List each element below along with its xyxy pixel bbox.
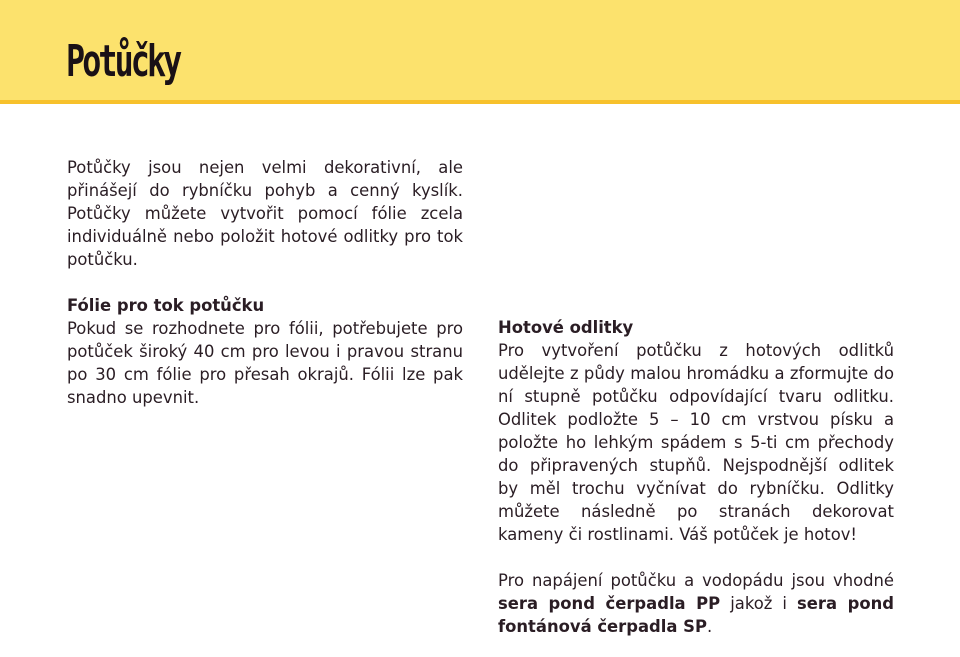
pump-text-end: . <box>706 617 713 636</box>
foil-text: Pokud se rozhodnete pro fólii, potřebujete pro potůček široký 40 cm pro levou i pravou stranu po 30 cm fólie pro přesah okrajů. Fólii lze pak snadno upevnit. <box>67 319 463 407</box>
casts-section <box>498 316 894 546</box>
page-title: Potůčky <box>66 36 180 87</box>
foil-section <box>67 294 463 409</box>
left-column <box>67 156 463 409</box>
intro-paragraph: Potůčky jsou nejen velmi dekorativní, ale přinášejí do rybníčku pohyb a cenný kyslík. Potůčky můžete vytvořit pomocí fólie zcela individuálně nebo položit hotové odlitky pro tok potůčku. <box>67 158 463 269</box>
pump-product-pp: sera pond čerpadla PP <box>498 594 721 613</box>
pump-text-mid: jakož i <box>720 594 798 613</box>
header-underline <box>0 100 960 104</box>
pump-paragraph <box>498 569 894 638</box>
right-column <box>498 316 894 638</box>
casts-heading: Hotové odlitky <box>498 318 634 337</box>
pump-text-intro: Pro napájení potůčku a vodopádu jsou vhodné <box>498 571 894 590</box>
casts-text: Pro vytvoření potůčku z hotových odlitků udělejte z půdy malou hromádku a zformujte do ní stupně potůčku odpovídající tvaru odlitku. Odlitek podložte 5 – 10 cm vrstvou písku a položte ho lehkým spádem s 5-ti cm přechody do připravených stupňů. Nejspodnější odlitek by měl trochu vyčnívat do rybníčku. Odlitky můžete následně po stranách dekorovat kameny či rostlinami. Váš potůček je hotov! <box>498 341 894 544</box>
pump-product-sp: sera pond fontánová čerpadla SP <box>498 594 894 636</box>
foil-heading: Fólie pro tok potůčku <box>67 296 265 315</box>
